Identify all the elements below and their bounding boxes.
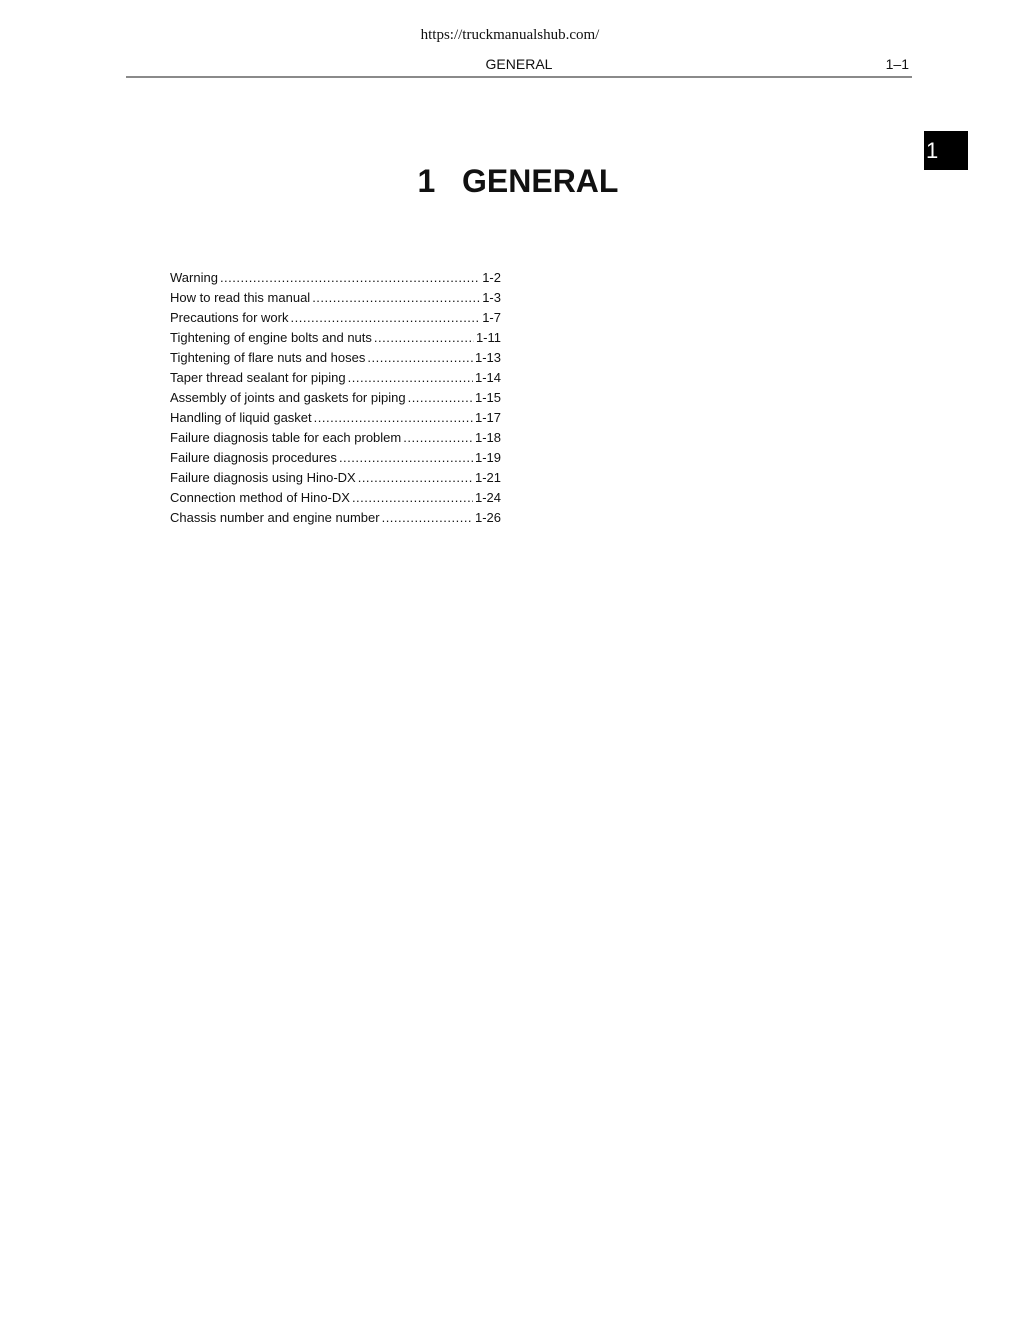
toc-entry-label: Failure diagnosis table for each problem [170, 430, 402, 445]
toc-leader-dots [339, 448, 473, 468]
toc-entry-page: 1-19 [474, 450, 501, 465]
toc-entry-label: Warning [170, 270, 218, 285]
table-of-contents [170, 268, 501, 528]
toc-leader-dots [348, 368, 473, 388]
toc-entry-label: Failure diagnosis procedures [170, 450, 337, 465]
toc-entry-label: Assembly of joints and gaskets for piping [170, 390, 406, 405]
toc-leader-dots [367, 348, 473, 368]
toc-entry-page: 1-24 [474, 490, 501, 505]
toc-entry[interactable] [170, 448, 501, 468]
chapter-heading [0, 163, 1020, 200]
toc-entry-page: 1-11 [475, 330, 501, 345]
header-page-number: 1–1 [885, 56, 909, 72]
chapter-thumb-tab: 1 [924, 131, 968, 170]
toc-entry-label: Chassis number and engine number [170, 510, 380, 525]
toc-entry[interactable] [170, 348, 501, 368]
toc-entry-page: 1-17 [474, 410, 501, 425]
toc-entry[interactable] [170, 508, 501, 528]
toc-leader-dots [408, 388, 473, 408]
toc-entry[interactable] [170, 308, 501, 328]
toc-entry[interactable] [170, 428, 501, 448]
toc-entry-page: 1-7 [482, 310, 501, 325]
toc-entry-label: Failure diagnosis using Hino-DX [170, 470, 356, 485]
toc-entry[interactable] [170, 368, 501, 388]
toc-leader-dots [374, 328, 474, 348]
toc-entry-label: Precautions for work [170, 310, 289, 325]
toc-entry-label: Tightening of engine bolts and nuts [170, 330, 372, 345]
toc-entry-label: Handling of liquid gasket [170, 410, 312, 425]
toc-leader-dots [403, 428, 473, 448]
toc-entry-label: Tightening of flare nuts and hoses [170, 350, 366, 365]
toc-entry-page: 1-2 [482, 270, 501, 285]
toc-entry-label: Connection method of Hino-DX [170, 490, 350, 505]
toc-leader-dots [314, 408, 473, 428]
header-section-title: GENERAL [485, 56, 553, 72]
source-url: https://truckmanualshub.com/ [420, 27, 600, 43]
toc-entry-page: 1-3 [482, 290, 501, 305]
toc-leader-dots [291, 308, 481, 328]
toc-entry-label: Taper thread sealant for piping [170, 370, 346, 385]
toc-leader-dots [220, 268, 480, 288]
toc-entry-page: 1-18 [474, 430, 501, 445]
toc-entry-page: 1-21 [474, 470, 501, 485]
toc-entry[interactable] [170, 388, 501, 408]
toc-entry[interactable] [170, 488, 501, 508]
chapter-title: GENERAL [462, 163, 619, 199]
running-header [126, 56, 912, 78]
toc-leader-dots [352, 488, 473, 508]
toc-leader-dots [382, 508, 473, 528]
toc-leader-dots [358, 468, 473, 488]
toc-entry-label: How to read this manual [170, 290, 311, 305]
toc-entry[interactable] [170, 268, 501, 288]
toc-entry[interactable] [170, 288, 501, 308]
toc-entry[interactable] [170, 328, 501, 348]
toc-entry-page: 1-14 [474, 370, 501, 385]
toc-entry[interactable] [170, 408, 501, 428]
toc-entry-page: 1-13 [474, 350, 501, 365]
toc-entry[interactable] [170, 468, 501, 488]
toc-leader-dots [312, 288, 480, 308]
chapter-number: 1 [417, 163, 436, 199]
toc-entry-page: 1-15 [474, 390, 501, 405]
toc-entry-page: 1-26 [474, 510, 501, 525]
